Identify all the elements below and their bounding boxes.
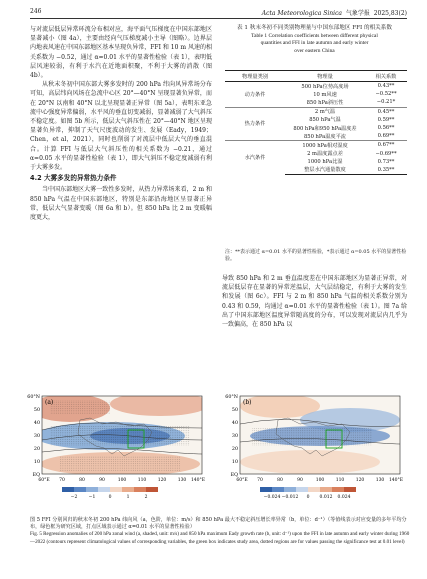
table-cell-variable: 2 m气温 [285,107,365,116]
table-cell-value: 0.67** [365,141,407,150]
lon-axis-a [38,477,205,483]
lon-tick-label: 80 [79,478,85,483]
table-cell-variable: 800 hPa和950 hPa温度差 [293,125,357,132]
lat-tick-label: EQ [32,473,40,478]
figure-caption [30,517,410,546]
lat-tick-label: EQ [230,473,238,478]
lon-tick-label: 80 [277,478,283,483]
lat-tick-label: 10 [33,460,40,465]
panel-a-label: (a) [45,399,54,406]
colorbar-tick-label: 1 [126,495,130,500]
lat-tick-label: 10 [231,460,238,465]
lon-tick-label: 60°E [236,478,248,483]
colorbar-swatch [272,487,284,492]
colorbar-tick-label: −0.012 [281,495,299,500]
table-cell-value: 0.56** [377,125,395,132]
left-paragraph-3: 当中国东部地区大雾一致性多发时，从热力异常场来看，2 m 和 850 hPa 气温在中国东部地区，特别是东部沿海地区呈显著正异常，低层大气显著变暖（图 6a 和 b）。但 850 hPa 比 2 m 变暖幅度更大， [30,186,212,222]
lon-tick-label: 70 [59,478,65,483]
lon-tick-label: 60°E [38,478,50,483]
table-note: 注：**表示通过 α=0.01 水平的显著性检验，*表示通过 α=0.05 水平的显著性检验。 [225,249,407,262]
colorbar-swatch [122,487,134,492]
figure-caption-en: Fig. 5 Regression anomalies of 200 hPa zonal wind (a, shaded, unit: m/s) and 850 hPa maximum Eady growth rate (b, unit: d⁻¹) upon the FFI in late autumn and early winter during 1960—2022 (contours represent climatological values of corresponding variables, the green box indicates study area, dotted regions are for values passing the significance test at 0.01 level) [30,531,410,545]
table-cell-variable: 850 hPa气温 [309,117,341,124]
left-paragraph-1: 与对流层低层异常环流分布相对应，海平面气压梯度在中国东部地区显著减小（图 4a），主要由经向气压梯度减小主导（图略）。边界层内地表风速在中国东部地区基本呈现负异常，FFI 和 10 m 风速的相关系数为 −0.52，通过 α=0.01 水平的显著性检验（表 1），表明低层风速较弱，有利于水汽在近地面积聚，不利于大雾的消散（图 4b）。 [30,26,212,80]
colorbar-swatch [98,487,110,492]
section-title: 4.2 大雾多发的异常热力条件 [30,174,117,183]
lat-tick-label: 50 [33,408,40,413]
journal-issue: 2025,83(2) [373,10,407,17]
table-cell-variable: 整层水汽通量散度 [285,166,365,175]
left-column [30,25,212,222]
anomaly-positive-south [240,450,380,474]
page-number: 246 [30,8,42,15]
colorbar-swatch [320,487,332,492]
journal-name: Acta Meteorologica Sinica [261,10,343,17]
colorbar-tick-label: 0 [306,495,310,500]
table-cell-value: −0.69** [375,150,397,157]
group-moisture: 水汽条件 [225,141,285,175]
table-cell-value: −0.52** [375,91,397,98]
significance-dots [50,400,110,414]
table-cell-variable: 850 hPa温度平流 [304,133,346,140]
colorbar-swatch [344,487,356,492]
table-cell-variable: 500 hPa位势高度场 [301,83,349,90]
significance-dots [252,428,372,446]
colorbar-swatch [110,487,122,492]
panel-b-map [240,394,400,474]
anomaly-positive-northeast [110,392,210,416]
table-header-coefficient: 相关系数 [365,71,407,82]
table-header-row [225,71,407,82]
table-cell-value: 0.69** [377,133,395,140]
table-caption-en-3: over eastern China [294,47,335,54]
table-caption-en-1: Table 1 Correlation coefficients between different physical [251,32,378,39]
colorbar-swatch [62,487,74,492]
significance-dots [60,456,180,472]
colorbar-tick-label: 0.012 [319,495,333,500]
lon-tick-label: 120 [157,478,167,483]
journal-cn: 气象学报 [345,10,370,17]
group-thermal: 热力条件 [225,107,285,141]
lon-tick-label: 110 [335,478,345,483]
lat-tick-label: 50 [231,408,238,413]
lon-tick-label: 140°E [190,478,206,483]
colorbar-tick-label: 2 [144,495,148,500]
colorbar-swatch [284,487,296,492]
table-cell-variable: 850 hPa斜压性 [306,99,344,106]
table-caption-en-2: quantities and FFI in late autumn and early winter [260,40,369,47]
colorbar-swatch [332,487,344,492]
panel-a-map [30,392,210,476]
lat-tick-label: 60°N [225,395,238,400]
lat-tick-label: 30 [231,434,238,439]
table-cell-variable: 10 m风速 [313,91,337,98]
lat-tick-label: 20 [33,447,40,452]
table-row [225,141,407,150]
lon-tick-label: 100 [315,478,325,483]
lon-tick-label: 140°E [388,478,404,483]
table-row [225,107,407,116]
correlation-table [225,70,407,175]
table-cell-value: 0.35** [365,166,407,175]
table-cell-value: 0.59** [377,116,395,123]
colorbar-swatch [86,487,98,492]
colorbar-tick-label: −2 [70,495,78,500]
table-cell-value: 0.43** [377,83,395,90]
lon-tick-label: 90 [99,478,105,483]
figure-5 [20,390,415,505]
lat-tick-label: 40 [231,421,238,426]
lat-tick-label: 40 [33,421,40,426]
lon-tick-label: 130 [177,478,187,483]
lon-tick-label: 120 [355,478,365,483]
group-dynamic: 动力条件 [244,91,266,98]
lon-axis-b [236,477,403,483]
colorbar-swatch [308,487,320,492]
colorbar-tick-label: −0.024 [263,495,281,500]
table-cell-value: 0.45** [365,107,407,116]
lon-tick-label: 90 [297,478,303,483]
table-cell-value: −0.21* [376,99,396,106]
lon-tick-label: 100 [117,478,127,483]
colorbar-tick-label: 0.024 [337,495,351,500]
lon-tick-label: 70 [257,478,263,483]
colorbar-b [260,487,356,500]
colorbar-swatch [74,487,86,492]
colorbar-swatch [134,487,146,492]
right-paragraph-1: 导致 850 hPa 和 2 m 垂直温度差在中国东部地区为显著正异常，对流层低层存在显著的异常逆温层，大气层结稳定，有利于大雾的发生和发展（图 6c）。FFI 与 2 m 和 850 hPa 气温的相关系数分别为 0.43 和 0.59，均通过 α=0.01 水平的显著性检验（表 1）。图 7a 给出了中国东部地区温度异常随高度的分布，可以发现对流层内几乎为一致偏高，在 850 hPa 以 [222,275,407,329]
right-column [222,274,407,329]
table-header-category: 物理量类别 [225,71,285,82]
lat-axis-a [27,394,40,478]
table-cell-variable: 1000 hPa比湿 [307,159,343,166]
colorbar-tick-label: −1 [88,495,96,500]
table-caption-cn: 表 1 秋末冬初不同类别物理量与中国东部地区 FFI 的相关系数 [237,25,392,31]
table-row [225,82,407,91]
header-rule [30,18,407,19]
table-cell-value: 0.73** [377,158,395,165]
figure-caption-cn: 图 5 FFI 分别回归的秋末冬初 200 hPa 纬向风（a，色阶，单位：m/s）和 850 hPa 最大不稳定斜压增长率异常（b，单位：d⁻¹）（等值线表示对应变量的多年平均分布，绿色框为研究区域，打点区域表示通过 α=0.01 水平的显著性检验） [30,517,407,531]
colorbar-a [62,487,158,500]
lat-tick-label: 20 [231,447,238,452]
left-paragraph-2: 从秋末冬初中国东部大雾多发时的 200 hPa 纬向风异常场分布可知，高层纬向风场在急流中心区 20°—40°N 呈现显著负异常，而在 20°N 以南和 40°N 以北呈现显著正异常（图 5a），表明东亚急流中心强度异常偏弱，水平风的垂直切变减弱，显著减弱了大气斜压不稳定度。如图 5b 所示，低层大气斜压性在 20°—40°N 地区呈现显著负异常，抑制了天气尺度波动的发生、发展（Eady，1949；Chen，et al，2021），同时也削弱了对流层中低层大气的垂直混合。计算 FFI 与低层大气斜压性的相关系数为 −0.21，通过 α=0.05 水平的显著性检验（表 1），即大气斜压不稳定度减弱有利于大雾多发。 [30,81,212,172]
table-cell-variable: 1000 hPa相对湿度 [285,141,365,150]
table-caption [222,25,407,55]
panel-b-label: (b) [243,399,252,406]
running-header [262,8,407,17]
colorbar-swatch [296,487,308,492]
table-cell-variable: 2 m温度露点差 [307,151,343,158]
lon-tick-label: 110 [137,478,147,483]
colorbar-swatch [146,487,158,492]
table-header-variable: 物理量 [285,71,365,82]
colorbar-tick-label: 0 [108,495,112,500]
lat-tick-label: 30 [33,434,40,439]
lon-tick-label: 130 [375,478,385,483]
lat-tick-label: 60°N [27,395,40,400]
lat-axis-b [225,394,238,478]
colorbar-swatch [260,487,272,492]
